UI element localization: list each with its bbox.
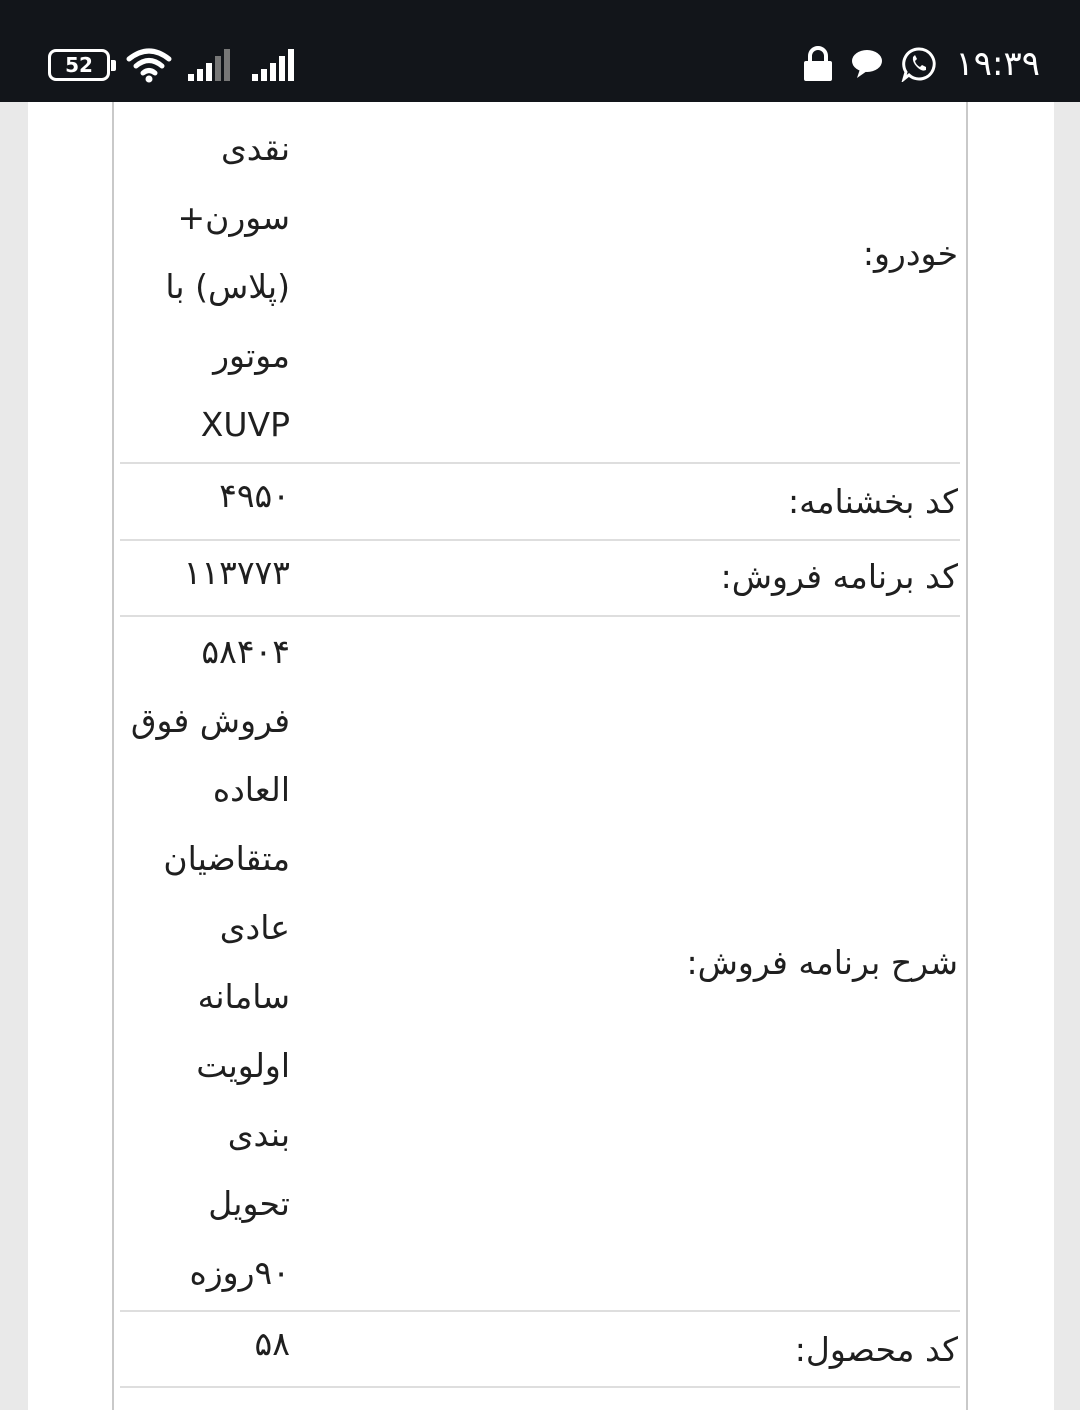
row-value-sales-program-code — [184, 538, 290, 607]
lock-icon — [803, 46, 833, 82]
table-row-sales-program-description — [120, 617, 960, 1312]
value-line: متقاضیان — [163, 839, 290, 878]
table-row-sales-program-code — [120, 541, 960, 617]
row-value-car — [165, 114, 290, 459]
chat-bubble-icon — [851, 48, 883, 80]
status-bar-right — [803, 42, 1040, 86]
value-line: XUVP — [200, 405, 290, 444]
row-value-circular-code — [219, 461, 290, 530]
value-line: تحویل — [208, 1184, 290, 1223]
value-line: اولویت — [196, 1046, 290, 1085]
value-line: سورن+ — [177, 198, 290, 237]
row-value-sales-program-description — [131, 617, 290, 1307]
signal-icon-sim1 — [188, 48, 236, 82]
value-line: عادی — [219, 908, 290, 947]
battery-level: 52 — [65, 53, 93, 77]
value-line: ۵۸ — [254, 1324, 290, 1363]
value-line: ۹۰روزه — [189, 1253, 290, 1292]
signal-icon-sim2 — [252, 48, 302, 82]
value-line: موتور — [213, 336, 290, 375]
battery-icon — [48, 49, 110, 81]
row-label-product-code: کد محصول: — [794, 1330, 958, 1369]
row-label-car: خودرو: — [862, 234, 958, 273]
page-content — [28, 102, 1054, 1410]
value-line: بندی — [227, 1115, 290, 1154]
value-line: العاده — [212, 770, 290, 809]
row-value-product-code — [255, 1309, 290, 1378]
clock: ۱۹:۳۹ — [955, 44, 1040, 84]
value-line: سامانه — [197, 977, 290, 1016]
row-label-sales-program-description: شرح برنامه فروش: — [686, 943, 958, 982]
wifi-icon — [126, 47, 172, 83]
value-line: نقدی — [220, 129, 290, 168]
details-table — [112, 102, 968, 1410]
table-row-circular-code — [120, 464, 960, 541]
table-row-product-code — [120, 1312, 960, 1388]
table-row-car — [120, 102, 960, 464]
row-label-circular-code: کد بخشنامه: — [788, 482, 958, 521]
value-line: فروش فوق — [130, 701, 290, 740]
value-line: (پلاس) با — [165, 267, 290, 306]
value-line: ۴۹۵۰ — [219, 476, 290, 515]
whatsapp-icon — [901, 46, 937, 82]
status-bar-left — [48, 44, 302, 86]
row-label-sales-program-code: کد برنامه فروش: — [720, 557, 958, 596]
value-line: ۵۸۴۰۴ — [201, 632, 290, 671]
value-line: ۱۱۳۷۷۳ — [183, 553, 290, 592]
status-bar — [0, 0, 1080, 102]
